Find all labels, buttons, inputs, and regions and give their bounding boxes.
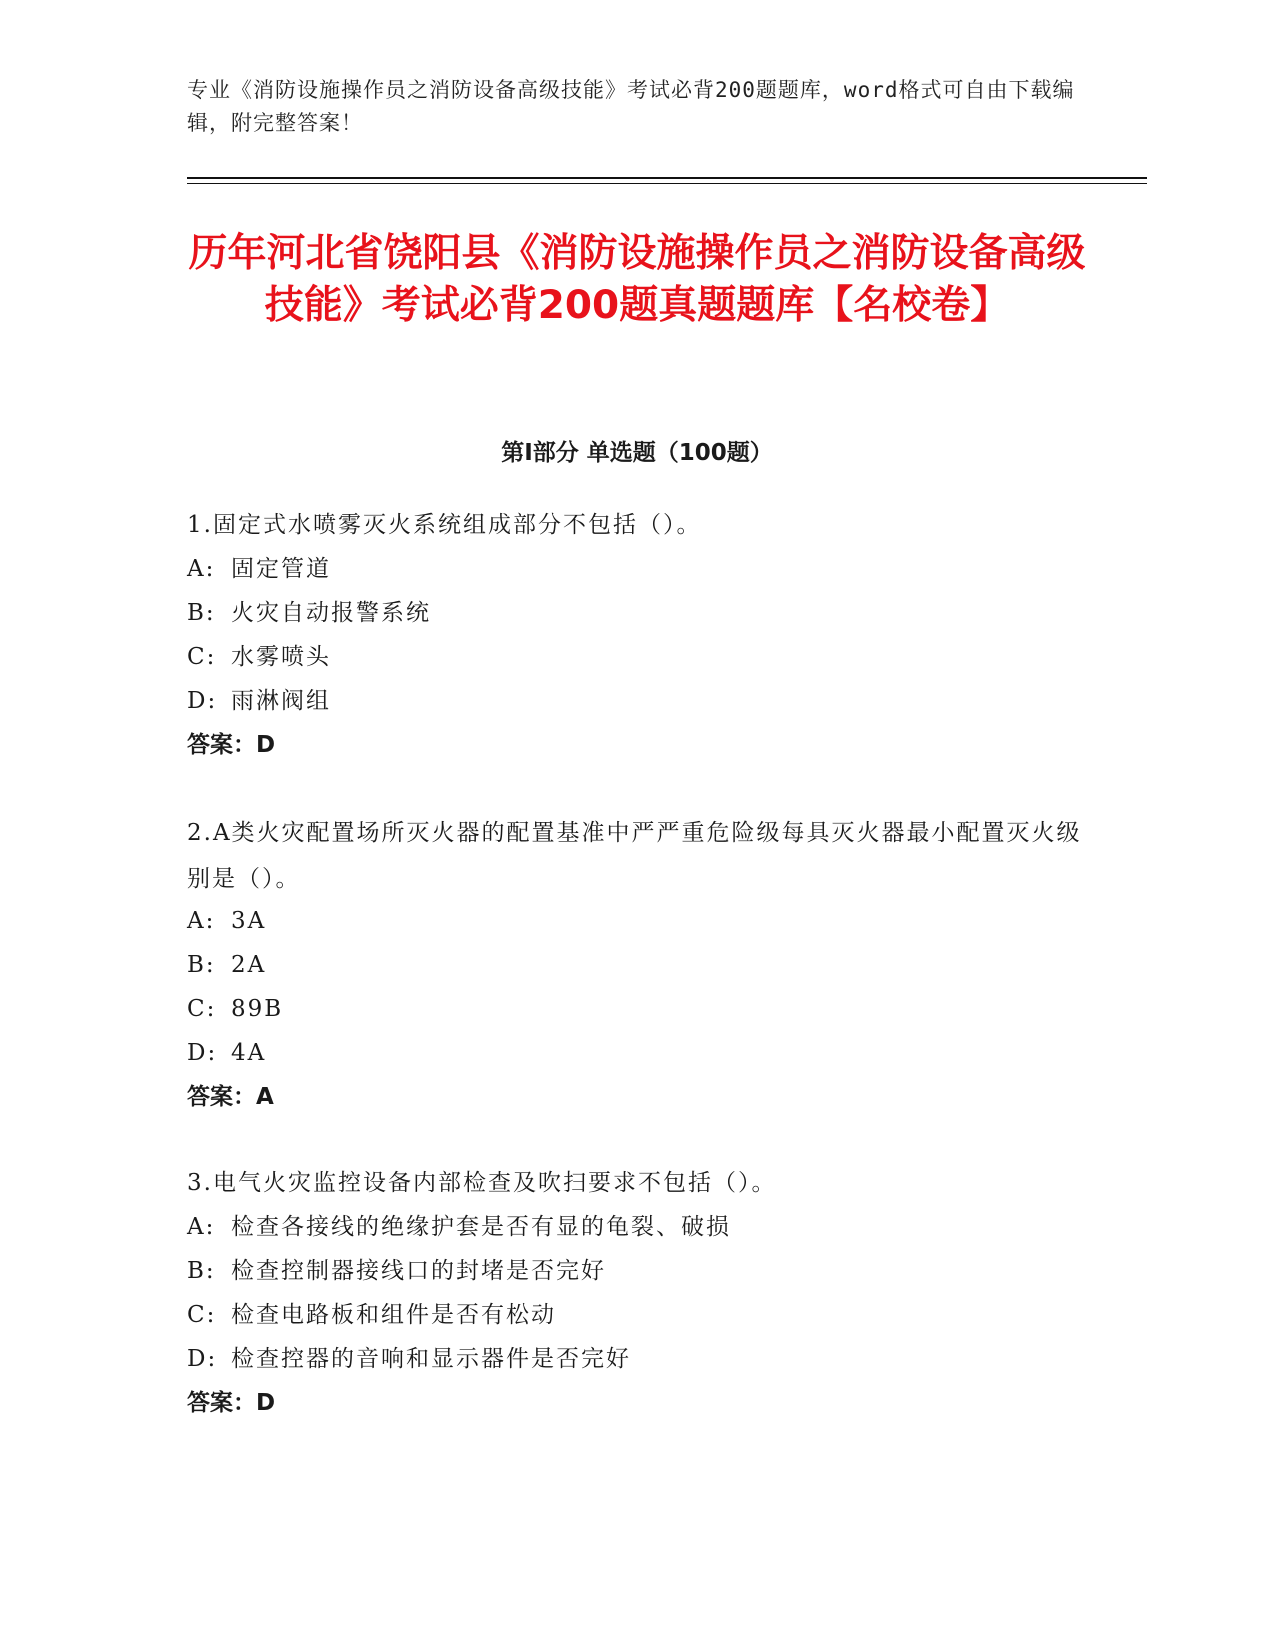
option-letter: D: [187, 688, 218, 714]
option-text: 检查控制器接线口的封堵是否完好 [231, 1258, 606, 1284]
option-letter: B: [187, 952, 216, 978]
option-text: 检查各接线的绝缘护套是否有显的龟裂、破损 [231, 1214, 731, 1240]
question-option [187, 634, 331, 680]
answer-line: 答案：D [187, 1390, 276, 1416]
question-option [187, 1292, 556, 1338]
option-letter: C: [187, 996, 217, 1022]
option-letter: D: [187, 1040, 218, 1066]
option-letter: A: [187, 908, 216, 934]
question-option [187, 986, 283, 1032]
question-option [187, 1030, 266, 1076]
header-note: 专业《消防设施操作员之消防设备高级技能》考试必背200题题库，word格式可自由下载编辑，附完整答案！ [187, 78, 1075, 135]
question-option [187, 1204, 731, 1250]
document-title: 历年河北省饶阳县《消防设施操作员之消防设备高级技能》考试必背200题真题题库【名校卷】 [188, 231, 1086, 328]
option-letter: C: [187, 644, 217, 670]
option-text: 4A [231, 1040, 267, 1066]
option-text: 检查电路板和组件是否有松动 [231, 1302, 556, 1328]
option-letter: A: [187, 556, 216, 582]
question-option [187, 678, 331, 724]
option-letter: B: [187, 600, 216, 626]
option-text: 雨淋阀组 [231, 688, 331, 714]
header-divider-thick [187, 177, 1147, 179]
option-text: 3A [231, 908, 267, 934]
question-option [187, 1248, 606, 1294]
option-text: 水雾喷头 [231, 644, 331, 670]
option-text: 2A [231, 952, 267, 978]
option-text: 火灾自动报警系统 [231, 600, 431, 626]
question-text: 1.固定式水喷雾灭火系统组成部分不包括（）。 [187, 512, 702, 538]
question-option [187, 590, 431, 636]
question-option [187, 942, 266, 988]
question-option [187, 546, 331, 592]
answer-line: 答案：D [187, 732, 276, 758]
header-divider-thin [187, 183, 1147, 184]
question-text: 3.电气火灾监控设备内部检查及吹扫要求不包括（）。 [187, 1170, 777, 1196]
option-letter: A: [187, 1214, 216, 1240]
option-text: 检查控器的音响和显示器件是否完好 [231, 1346, 631, 1372]
question-option [187, 898, 266, 944]
option-text: 固定管道 [231, 556, 331, 582]
option-letter: C: [187, 1302, 217, 1328]
option-letter: B: [187, 1258, 216, 1284]
option-letter: D: [187, 1346, 218, 1372]
question-text: 2.A类火灾配置场所灭火器的配置基准中严严重危险级每具灭火器最小配置灭火级别是（）。 [187, 820, 1082, 892]
section-heading: 第Ⅰ部分 单选题（100题） [501, 440, 773, 466]
question-option [187, 1336, 631, 1382]
option-text: 89B [231, 996, 284, 1022]
answer-line: 答案：A [187, 1084, 274, 1110]
